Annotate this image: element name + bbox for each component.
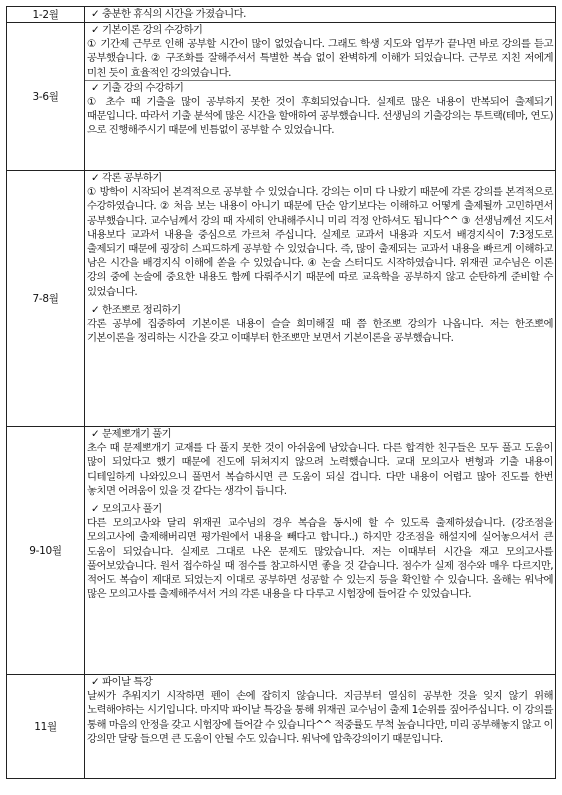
check-icon: ✓: [91, 303, 100, 316]
section-body: ① 기간제 근무로 인해 공부할 시간이 많이 없었습니다. 그래도 학생 지도와 업무가 끝나면 바로 강의를 듣고 공부했습니다. ② 구조화를 잘해주셔서 특별한 복습 없이 완벽하게 이해가 되었습니다. 근무로 지친 저에게 미친 듯이 효율적인 강의였습니다.: [87, 38, 553, 79]
section-title: ✓ 파이날 특강: [91, 676, 153, 688]
study-plan-table: [6, 6, 556, 779]
section-body: ① 초수 때 기출을 많이 공부하지 못한 것이 후회되었습니다. 실제로 많은 내용이 반복되어 출제되기 때문입니다. 따라서 기출 분석에 많은 시간을 할애하여 공부했습니다. 선생님의 기출강의는 투트랙(테마, 연도)으로 진행해주시기 때문에 빈틈없이 공부할 수 있었습니다.: [87, 96, 553, 137]
check-icon: ✓: [91, 503, 100, 516]
section-title: ✓ 모의고사 풀기: [91, 503, 162, 516]
period-cell: 1-2월: [7, 7, 85, 23]
table-row: [7, 675, 556, 779]
section-title: ✓ 충분한 휴식의 시간을 가졌습니다.: [91, 8, 246, 20]
period-cell: 9-10월: [7, 427, 85, 675]
period-cell: 3-6월: [7, 23, 85, 171]
check-icon: ✓: [91, 172, 100, 184]
section-title: ✓ 한조뽀로 정리하기: [91, 303, 181, 316]
table-row: [7, 427, 556, 675]
content-cell: [85, 675, 556, 779]
check-icon: ✓: [91, 428, 100, 440]
section-body: 각론 공부에 집중하여 기본이론 내용이 슬슬 희미해질 때 쯤 한조뽀 강의가 나옵니다. 저는 한조뽀에 기본이론을 정리하는 시간을 갖고 이때부터 한조뽀만 보면서 기본이론을 공부했습니다.: [87, 318, 553, 345]
period-cell: 11월: [7, 675, 85, 779]
check-icon: ✓: [91, 8, 100, 20]
period-cell: 7-8월: [7, 171, 85, 427]
section-title: ✓ 기출 강의 수강하기: [91, 81, 184, 94]
table-row: [7, 171, 556, 427]
content-cell: [85, 23, 556, 171]
content-cell: [85, 427, 556, 675]
content-cell: [85, 171, 556, 427]
section-body: ① 방학이 시작되어 본격적으로 공부할 수 있었습니다. 강의는 이미 다 나왔기 때문에 각론 강의를 본격적으로 수강하였습니다. ② 처음 보는 내용이 아니기 때문에 단순 암기보다는 이해하고 어떻게 출제될까 고민하면서 공부했습니다. 교수님께서 강의 때 자세히 안내해주시니 미리 걱정 안하셔도 됩니다^^ ③ 선생님께선 지도서 내용보다 교과서 내용을 중심으로 가르쳐 주십니다. 실제로 교과서 내용과 지도서 배경지식이 7:3정도로 출제되기 때문에 굉장히 스피드하게 공부할 수 있었습니다. 즉, 많이 출제되는 교과서 내용을 빠르게 이해하고 남은 시간을 배경지식 이해에 쏟을 수 있었습니다. ④ 논술 스터디도 시작하였습니다. 위재권 교수님은 이론 강의 중에 논술에 중요한 내용도 함께 다뤄주시기 때문에 따로 교육학을 공부하지 않고 순탄하게 준비할 수 있었습니다.: [87, 186, 553, 298]
check-icon: ✓: [91, 81, 100, 94]
check-icon: ✓: [91, 676, 100, 688]
section-title: ✓ 기본이론 강의 수강하기: [91, 24, 203, 36]
section-body: 초수 때 문제뽀개기 교재를 다 풀지 못한 것이 아쉬움에 남았습니다. 다른 합격한 친구들은 모두 풀고 도움이 많이 되었다고 했기 때문에 진도에 뒤쳐지지 않으려 노력했습니다. 교대 모의고사 변형과 기출 내용이 디테일하게 나와있으니 풀면서 복습하시면 큰 도움이 되실 겁니다. 다만 내용이 어렵고 많아 진도를 한번 놓치면 어려움이 있을 것 같다는 생각이 듭니다.: [87, 442, 553, 497]
section-body: 다른 모의고사와 달리 위재권 교수님의 경우 복습을 동시에 할 수 있도록 출제하셨습니다. (강조점을 모의고사에 출제해버리면 평가원에서 내용을 빼다고 합니다..) 하지만 강조점을 해설지에 실어놓으셔서 큰 도움이 되었습니다. 실제로 그대로 나온 문제도 많았습니다. 저는 이때부터 시간을 재고 모의고사를 풀어보았습니다. 원서 접수하실 때 점수를 참고하시면 좋을 것 같습니다. 점수가 실제 점수와 매우 다르지만, 적어도 복습이 제대로 되었는지 이대로 공부하면 성공할 수 있는지 등을 확인할 수 있습니다. 올해는 워낙에 많은 모의고사를 출제해주셔서 거의 각론 내용을 다 다루고 시험장에 들어갈 수 있었습니다.: [87, 517, 553, 601]
section-body: 날씨가 추워지기 시작하면 펜이 손에 잡히지 않습니다. 지금부터 열심히 공부한 것을 잊지 않기 위해 노력해야하는 시기입니다. 마지막 파이날 특강을 통해 위재권 교수님이 출제 1순위를 짚어주십니다. 이 강의를 통해 마음의 안정을 갖고 시험장에 들어갈 수 있습니다^^ 적중률도 무척 높습니다만, 미리 공부해놓지 않고 이 강의만 달랑 들으면 큰 도움이 안될 수도 있습니다. 워낙에 압축강의이기 때문입니다.: [87, 690, 553, 745]
table-row: [7, 7, 556, 23]
content-cell: [85, 7, 556, 23]
table-row: [7, 23, 556, 171]
section-title: ✓ 문제뽀개기 풀기: [91, 428, 172, 440]
section-title: ✓ 각론 공부하기: [91, 172, 162, 184]
check-icon: ✓: [91, 24, 100, 36]
